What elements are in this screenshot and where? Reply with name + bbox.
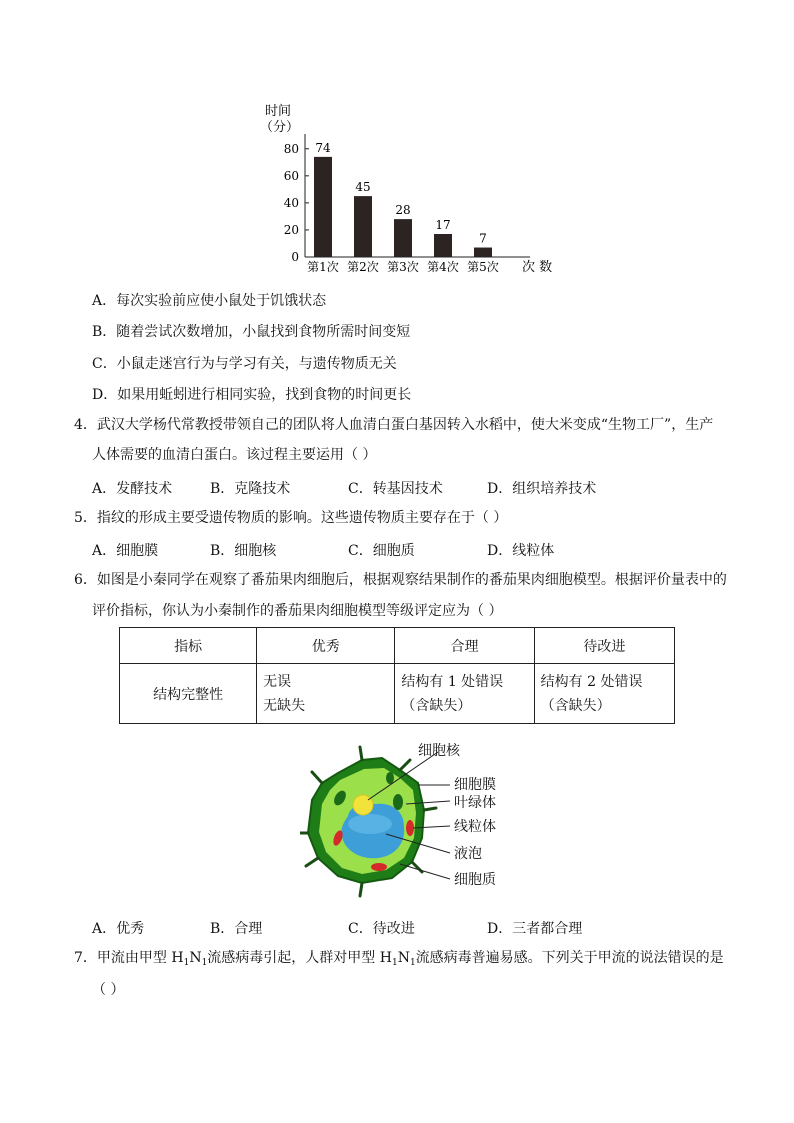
q4-option-d: D．组织培养技术 [487, 481, 597, 497]
table-row-label: 结构完整性 [120, 664, 257, 724]
vacuole-highlight [348, 814, 392, 834]
x-tick-label: 第3次 [387, 260, 419, 274]
bar-value-label: 7 [479, 231, 487, 246]
y-tick-label: 0 [291, 250, 299, 264]
q6-option-c: C．待改进 [348, 921, 415, 937]
table-header-improve: 待改进 [534, 628, 674, 664]
y-axis-label-line2: （分） [260, 120, 300, 135]
mitochondria-shape [406, 820, 414, 836]
x-tick-label: 第4次 [427, 260, 459, 274]
q4-option-b: B．克隆技术 [210, 481, 291, 497]
q4-option-c: C．转基因技术 [348, 481, 443, 497]
bar [394, 219, 412, 257]
q6-stem-line2: 评价指标，你认为小秦制作的番茄果肉细胞模型等级评定应为（ ） [92, 603, 503, 619]
bar-value-label: 28 [395, 203, 411, 218]
q3-option-a: A．每次实验前应使小鼠处于饥饿状态 [92, 293, 327, 309]
y-tick-label: 40 [283, 195, 299, 210]
q4-stem-line2: 人体需要的血清白蛋白。该过程主要运用（ ） [92, 447, 377, 463]
chloroplast-shape [386, 772, 394, 784]
table-header-reasonable: 合理 [395, 628, 534, 664]
label-membrane: 细胞膜 [454, 777, 496, 793]
y-tick-label: 60 [283, 168, 299, 183]
table-cell-excellent [257, 664, 395, 724]
bar [474, 248, 492, 257]
label-vacuole: 液泡 [454, 846, 482, 862]
label-mitochondria: 线粒体 [454, 819, 496, 835]
label-chloroplast: 叶绿体 [454, 795, 496, 811]
evaluation-table [119, 627, 675, 724]
q7-text-part1: 7．甲流由甲型 H [74, 950, 184, 966]
q5-option-d: D．线粒体 [487, 543, 555, 559]
q5-option-b: B．细胞核 [210, 543, 277, 559]
bar-value-label: 45 [355, 180, 371, 195]
q3-option-d: D．如果用蚯蚓进行相同实验，找到食物的时间更长 [92, 387, 412, 403]
q6-option-d: D．三者都合理 [487, 921, 583, 937]
q6-stem-line1: 6．如图是小秦同学在观察了番茄果肉细胞后，根据观察结果制作的番茄果肉细胞模型。根据评价量表中的 [74, 572, 727, 588]
bar [354, 196, 372, 257]
q7-sub3: 1 [391, 958, 398, 968]
q7-stem-line2: （ ） [92, 982, 125, 998]
bar [314, 157, 332, 257]
x-tick-label: 第1次 [307, 260, 339, 274]
q7-stem-line1 [74, 948, 724, 973]
x-tick-label: 第2次 [347, 260, 379, 274]
table-cell-improve [534, 664, 674, 724]
excellent-line1: 无误 [263, 673, 292, 690]
label-nucleus: 细胞核 [418, 743, 460, 759]
bar-value-label: 74 [315, 140, 331, 155]
q7-text-part2: N [189, 950, 202, 966]
x-axis-label: 次 数 [522, 260, 553, 275]
excellent-line2: 无缺失 [263, 697, 306, 714]
q3-option-b: B．随着尝试次数增加，小鼠找到食物所需时间变短 [92, 324, 411, 340]
q3-option-c: C．小鼠走迷宫行为与学习有关，与遗传物质无关 [92, 356, 397, 372]
x-tick-label: 第5次 [467, 260, 499, 274]
mitochondria-shape [371, 863, 387, 871]
q4-stem-line1: 4．武汉大学杨代常教授带领自己的团队将人血清白蛋白基因转入水稻中，使大米变成“生物工厂”，生产 [74, 417, 714, 433]
q7-text-part3: 流感病毒引起，人群对甲型 H [207, 950, 392, 966]
q7-text-part4: N [397, 950, 410, 966]
label-cytoplasm: 细胞质 [454, 872, 496, 888]
q6-option-b: B．合理 [210, 921, 263, 937]
q4-option-a: A．发酵技术 [92, 481, 173, 497]
bar-value-label: 17 [435, 218, 451, 232]
q7-sub2: 1 [201, 958, 208, 968]
cell-model-diagram [300, 738, 510, 900]
q5-stem: 5．指纹的形成主要受遗传物质的影响。这些遗传物质主要存在于（ ） [74, 510, 508, 526]
improve-line1: 结构有 2 处错误 [540, 673, 643, 690]
table-header-excellent: 优秀 [257, 628, 395, 664]
nucleus-shape [353, 795, 373, 815]
reasonable-line2: （含缺失） [401, 697, 472, 714]
y-tick-label: 80 [283, 141, 299, 156]
q5-option-a: A．细胞膜 [92, 543, 159, 559]
y-axis-label-line1: 时间 [265, 104, 292, 119]
chloroplast-shape [393, 794, 403, 810]
q7-text-part5: 流感病毒普遍易感。下列关于甲流的说法错误的是 [415, 950, 724, 966]
q6-option-a: A．优秀 [92, 921, 145, 937]
q7-sub4: 1 [409, 958, 416, 968]
improve-line2: （含缺失） [540, 697, 611, 714]
y-tick-label: 20 [283, 222, 299, 237]
bar-chart [255, 100, 565, 280]
bar [434, 234, 452, 257]
q7-sub1: 1 [183, 958, 190, 968]
reasonable-line1: 结构有 1 处错误 [401, 673, 504, 690]
table-cell-reasonable [395, 664, 534, 724]
q5-option-c: C．细胞质 [348, 543, 415, 559]
table-header-indicator: 指标 [120, 628, 257, 664]
